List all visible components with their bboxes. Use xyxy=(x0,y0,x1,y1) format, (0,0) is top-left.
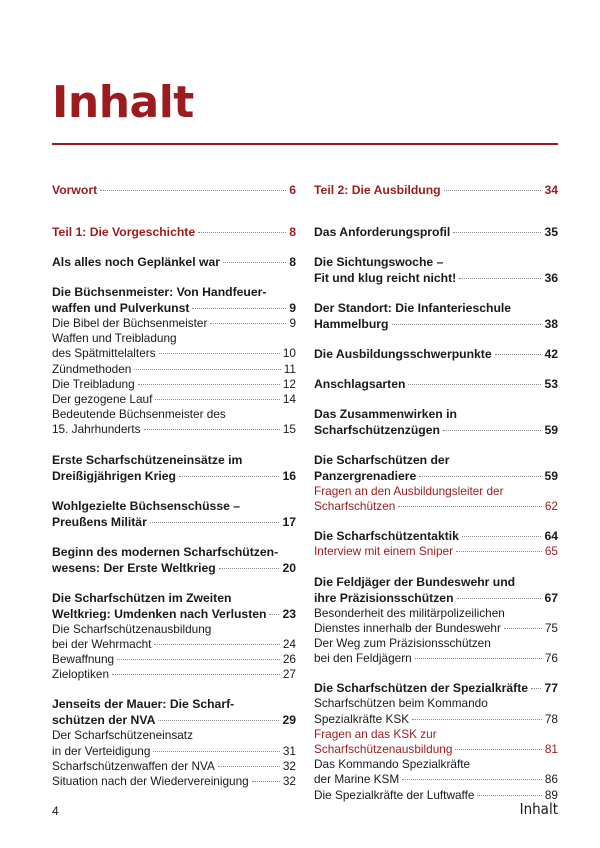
toc-entry-title: Als alles noch Geplänkel war xyxy=(52,255,220,269)
toc-entry-title: Situation nach der Wiedervereinigung xyxy=(52,774,249,789)
page-number: 4 xyxy=(52,804,59,818)
dot-leader xyxy=(223,262,286,263)
toc-entry-title: Das Zusammenwirken in xyxy=(314,407,457,421)
dot-leader xyxy=(419,476,541,477)
toc-entry xyxy=(52,544,296,576)
dot-leader xyxy=(457,598,542,599)
toc-entry xyxy=(52,362,296,377)
toc-entry-page: 53 xyxy=(544,377,558,391)
toc-entry xyxy=(52,652,296,667)
dot-leader xyxy=(443,430,541,431)
toc-column-left xyxy=(52,182,296,789)
toc-entry-page: 34 xyxy=(544,183,558,197)
dot-leader xyxy=(392,324,542,325)
dot-leader xyxy=(412,719,542,720)
toc-entry-title: Spezialkräfte KSK xyxy=(314,711,410,726)
toc-entry-title: Scharfschützenzügen xyxy=(314,423,440,437)
toc-entry-page: 24 xyxy=(282,636,296,651)
toc-entry-title: Die Feldjäger der Bundeswehr und xyxy=(314,574,516,589)
toc-entry xyxy=(314,544,558,559)
dot-leader xyxy=(150,522,280,523)
toc-entry-page: 89 xyxy=(544,787,558,802)
toc-entry-title: bei den Feldjägern xyxy=(314,651,412,666)
toc-entry xyxy=(314,346,558,362)
dot-leader xyxy=(134,369,280,370)
toc-entry xyxy=(314,757,558,787)
toc-entry-title: Die Scharfschützentaktik xyxy=(314,529,459,544)
toc-entry-title: waffen und Pulverkunst xyxy=(52,301,190,315)
toc-entry-title: Die Bibel der Büchsenmeister xyxy=(52,316,208,330)
toc-entry-page: 8 xyxy=(289,225,296,239)
toc-entry-title: Der gezogene Lauf xyxy=(52,392,153,407)
toc-column-right xyxy=(314,182,558,803)
page-title: Inhalt xyxy=(52,77,194,128)
toc-entry-page: 81 xyxy=(544,742,558,757)
dot-leader xyxy=(117,659,280,660)
toc-entry-title: Scharfschützenwaffen der NVA xyxy=(52,758,215,773)
toc-entry xyxy=(52,452,296,484)
toc-entry-title: Zieloptiken xyxy=(52,667,110,682)
dot-leader xyxy=(218,766,280,767)
dot-leader xyxy=(192,308,286,309)
toc-entry-page: 20 xyxy=(282,560,296,575)
toc-entry-title: Preußens Militär xyxy=(52,514,147,529)
toc-entry-page: 31 xyxy=(282,743,296,758)
toc-entry-page: 77 xyxy=(544,681,558,696)
toc-entry-title: Die Scharfschützen im Zweiten xyxy=(52,590,232,605)
toc-entry xyxy=(52,590,296,622)
toc-entry-page: 32 xyxy=(282,774,296,789)
dot-leader xyxy=(408,384,541,385)
toc-entry-title: in der Verteidigung xyxy=(52,743,151,758)
toc-entry-page: 16 xyxy=(282,468,296,483)
dot-leader xyxy=(453,232,541,233)
toc-entry-title: der Marine KSM xyxy=(314,772,400,787)
toc-entry-title: Scharfschützen beim Kommando xyxy=(314,696,488,711)
toc-entry xyxy=(314,636,558,666)
running-title: Inhalt xyxy=(519,800,558,818)
toc-entry-page: 62 xyxy=(544,499,558,514)
dot-leader xyxy=(459,278,541,279)
toc-entry-title: Das Anforderungsprofil xyxy=(314,225,451,239)
toc-entry xyxy=(314,727,558,757)
toc-entry-page: 76 xyxy=(544,651,558,666)
toc-entry xyxy=(314,680,558,696)
toc-entry-title: Der Weg zum Präzisionsschützen xyxy=(314,636,491,651)
dot-leader xyxy=(153,751,279,752)
toc-entry-title: Dienstes innerhalb der Bundeswehr xyxy=(314,620,501,635)
toc-entry-title: Beginn des modernen Scharfschützen- xyxy=(52,544,279,559)
toc-entry-title: Dreißigjährigen Krieg xyxy=(52,468,176,483)
toc-entry-page: 23 xyxy=(282,606,296,621)
toc-entry-title: Waffen und Treibladung xyxy=(52,331,177,346)
toc-entry xyxy=(52,331,296,361)
toc-entry-title: Bewaffnung xyxy=(52,652,115,667)
toc-entry xyxy=(52,392,296,407)
dot-leader xyxy=(402,779,542,780)
toc-entry-page: 38 xyxy=(544,317,558,331)
toc-entry-page: 27 xyxy=(282,667,296,682)
dot-leader xyxy=(155,399,280,400)
toc-entry-title: Die Ausbildungsschwerpunkte xyxy=(314,347,492,361)
toc-entry xyxy=(314,406,558,438)
toc-entry-title: 15. Jahrhunderts xyxy=(52,422,141,437)
toc-entry-page: 15 xyxy=(282,422,296,437)
toc-entry-page: 65 xyxy=(544,544,558,559)
toc-entry-title: Interview mit einem Sniper xyxy=(314,544,453,559)
toc-entry-title: Die Scharfschützen der Spezialkräfte xyxy=(314,681,529,696)
toc-entry xyxy=(52,182,296,198)
toc-entry-title: Die Scharfschützenausbildung xyxy=(52,621,212,636)
dot-leader xyxy=(269,614,279,615)
title-rule xyxy=(52,143,558,145)
toc-entry xyxy=(52,284,296,316)
toc-entry-title: Teil 1: Die Vorgeschichte xyxy=(52,225,196,239)
toc-entry-title: schützen der NVA xyxy=(52,713,156,728)
toc-entry-title: Scharfschützen xyxy=(314,499,396,514)
toc-entry-page: 42 xyxy=(544,347,558,361)
toc-entry-page: 75 xyxy=(544,620,558,635)
toc-entry xyxy=(52,377,296,392)
dot-leader xyxy=(159,353,280,354)
toc-entry-page: 12 xyxy=(282,376,296,391)
dot-leader xyxy=(444,190,542,191)
toc-entry-page: 86 xyxy=(544,772,558,787)
toc-entry xyxy=(52,696,296,728)
toc-entry-title: Die Sichtungswoche – xyxy=(314,255,444,269)
toc-entry-page: 9 xyxy=(289,316,296,330)
dot-leader xyxy=(455,749,541,750)
toc-entry-page: 59 xyxy=(544,469,558,483)
toc-entry-title: Die Spezialkräfte der Luftwaffe xyxy=(314,787,475,802)
toc-entry xyxy=(314,376,558,392)
toc-entry-page: 64 xyxy=(544,529,558,544)
toc-entry-page: 10 xyxy=(282,346,296,361)
dot-leader xyxy=(219,568,280,569)
toc-entry xyxy=(52,407,296,437)
toc-entry-title: Wohlgezielte Büchsenschüsse – xyxy=(52,498,241,513)
toc-entry-title: Weltkrieg: Umdenken nach Verlusten xyxy=(52,606,267,621)
dot-leader xyxy=(456,551,542,552)
dot-leader xyxy=(252,781,280,782)
toc-entry-page: 8 xyxy=(289,255,296,269)
toc-entry-title: Hammelburg xyxy=(314,317,389,331)
toc-entry-title: Besonderheit des militärpolizeilichen xyxy=(314,605,505,620)
toc-entry xyxy=(314,484,558,514)
dot-leader xyxy=(100,190,286,191)
toc-entry-title: Die Treibladung xyxy=(52,376,135,391)
dot-leader xyxy=(179,476,280,477)
dot-leader xyxy=(495,354,542,355)
toc-entry-title: Fragen an das KSK zur xyxy=(314,726,437,741)
toc-entry xyxy=(52,759,296,774)
toc-entry xyxy=(314,696,558,726)
dot-leader xyxy=(154,644,279,645)
toc-entry xyxy=(314,528,558,544)
toc-entry-title: Jenseits der Mauer: Die Scharf- xyxy=(52,697,235,712)
toc-entry-title: Fit und klug reicht nicht! xyxy=(314,271,457,285)
toc-entry-page: 26 xyxy=(282,652,296,667)
toc-entry-page: 36 xyxy=(544,271,558,285)
toc-entry xyxy=(52,622,296,652)
toc-entry-title: Panzergrenadiere xyxy=(314,469,417,483)
toc-entry xyxy=(314,300,558,332)
toc-entry-title: Die Scharfschützen der xyxy=(314,453,450,467)
toc-entry-page: 59 xyxy=(544,423,558,437)
dot-leader xyxy=(112,674,280,675)
toc-entry-title: Erste Scharfschützeneinsätze im xyxy=(52,452,243,467)
toc-entry xyxy=(314,574,558,606)
toc-entry-page: 17 xyxy=(282,514,296,529)
toc-entry xyxy=(314,182,558,198)
toc-entry-page: 78 xyxy=(544,711,558,726)
toc-entry xyxy=(52,224,296,240)
toc-entry-title: Das Kommando Spezialkräfte xyxy=(314,757,471,772)
toc-entry-title: Die Büchsenmeister: Von Handfeuer- xyxy=(52,285,267,299)
toc-entry-page: 6 xyxy=(289,183,296,197)
toc-entry-title: Vorwort xyxy=(52,183,98,197)
toc-entry-page: 11 xyxy=(283,361,296,376)
dot-leader xyxy=(198,232,286,233)
toc-entry-title: Zündmethoden xyxy=(52,361,132,376)
toc-entry-page: 14 xyxy=(282,392,296,407)
toc-entry-title: wesens: Der Erste Weltkrieg xyxy=(52,560,216,575)
toc-entry xyxy=(52,774,296,789)
toc-entry xyxy=(52,254,296,270)
toc-entry-page: 29 xyxy=(282,713,296,728)
toc-entry xyxy=(314,254,558,286)
dot-leader xyxy=(158,720,279,721)
dot-leader xyxy=(477,795,541,796)
dot-leader xyxy=(504,628,542,629)
toc-entry-page: 67 xyxy=(544,590,558,605)
toc-entry-title: Anschlagsarten xyxy=(314,377,406,391)
dot-leader xyxy=(531,688,541,689)
dot-leader xyxy=(415,658,542,659)
dot-leader xyxy=(398,506,542,507)
toc-entry-title: Der Scharfschützeneinsatz xyxy=(52,728,193,743)
toc-entry-page: 32 xyxy=(282,758,296,773)
toc-entry xyxy=(52,498,296,530)
toc-entry-title: bei der Wehrmacht xyxy=(52,636,152,651)
toc-entry xyxy=(52,728,296,758)
toc-entry-title: Der Standort: Die Infanterieschule xyxy=(314,301,512,315)
toc-entry-page: 9 xyxy=(289,301,296,315)
toc-entry-title: Fragen an den Ausbildungsleiter der xyxy=(314,484,504,498)
toc-entry-title: ihre Präzisionsschützen xyxy=(314,590,454,605)
toc-entry-title: Scharfschützenausbildung xyxy=(314,742,453,757)
dot-leader xyxy=(144,429,280,430)
dot-leader xyxy=(462,536,541,537)
toc-entry xyxy=(314,452,558,484)
toc-entry xyxy=(314,606,558,636)
toc-entry-page: 35 xyxy=(544,225,558,239)
toc-entry-title: des Spätmittelalters xyxy=(52,346,156,361)
toc-entry xyxy=(52,316,296,331)
toc-entry xyxy=(52,667,296,682)
toc-entry xyxy=(314,224,558,240)
toc-entry-title: Teil 2: Die Ausbildung xyxy=(314,183,441,197)
toc-entry-title: Bedeutende Büchsenmeister des xyxy=(52,407,226,422)
dot-leader xyxy=(210,323,286,324)
dot-leader xyxy=(138,384,280,385)
